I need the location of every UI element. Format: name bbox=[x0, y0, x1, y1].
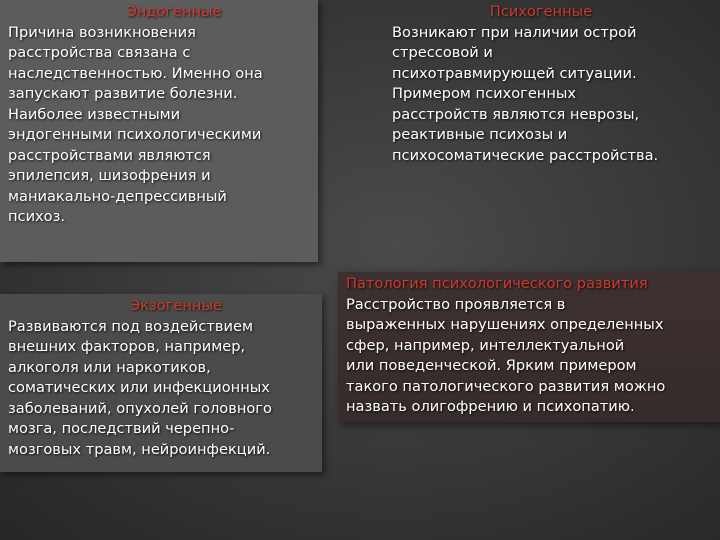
psychogenic-text bbox=[392, 23, 712, 167]
psychogenic-block bbox=[386, 3, 720, 204]
text-line: Развиваются под воздействием bbox=[8, 317, 254, 335]
text-line: маниакально-депрессивный bbox=[8, 187, 227, 205]
endogenous-block bbox=[0, 0, 318, 262]
psychogenic-heading: Психогенные bbox=[489, 3, 593, 20]
text-line: такого патологического развития можно bbox=[346, 377, 666, 395]
text-line: эндогенными психологическими bbox=[8, 126, 262, 143]
text-line: Расстройство проявляется в bbox=[346, 295, 566, 313]
exogenous-block bbox=[0, 294, 322, 472]
pathology-heading: Патология психологического развития bbox=[346, 275, 648, 292]
text-line: эпилепсия, шизофрения и bbox=[8, 167, 211, 184]
text-line: мозговых травм, нейроинфекций. bbox=[8, 440, 271, 458]
pathology-block bbox=[338, 272, 720, 422]
text-line: мозга, последствий черепно- bbox=[8, 420, 235, 437]
text-line: расстройства связана с bbox=[8, 44, 191, 61]
text-line: Причина возникновения bbox=[8, 23, 196, 41]
text-line: или поведенческой. Ярким примером bbox=[346, 357, 637, 374]
text-line: расстройств являются неврозы, bbox=[392, 105, 640, 123]
text-line: заболеваний, опухолей головного bbox=[8, 399, 272, 417]
text-line: запускают развитие болезни. bbox=[8, 85, 238, 102]
endogenous-heading: Эндогенные bbox=[126, 3, 222, 20]
text-line: назвать олигофрению и психопатию. bbox=[346, 398, 635, 415]
pathology-text bbox=[346, 295, 712, 418]
text-line: расстройствами являются bbox=[8, 146, 211, 164]
text-line: сфер, например, интеллектуальной bbox=[346, 336, 625, 354]
endogenous-text bbox=[8, 23, 310, 228]
text-line: стрессовой и bbox=[392, 44, 493, 61]
exogenous-text bbox=[8, 317, 314, 461]
text-line: Возникают при наличии острой bbox=[392, 23, 637, 41]
text-line: психосоматические расстройства. bbox=[392, 146, 659, 164]
text-line: психотравмирующей ситуации. bbox=[392, 64, 637, 82]
text-line: алкоголя или наркотиков, bbox=[8, 358, 211, 376]
text-line: Наиболее известными bbox=[8, 105, 181, 123]
text-line: соматических или инфекционных bbox=[8, 379, 270, 396]
exogenous-heading: Экзогенные bbox=[130, 297, 222, 314]
text-line: Примером психогенных bbox=[392, 85, 577, 102]
text-line: наследственностью. Именно она bbox=[8, 64, 263, 82]
text-line: психоз. bbox=[8, 208, 66, 225]
text-line: реактивные психозы и bbox=[392, 126, 568, 143]
text-line: внешних факторов, например, bbox=[8, 338, 246, 355]
text-line: выраженных нарушениях определенных bbox=[346, 316, 664, 333]
